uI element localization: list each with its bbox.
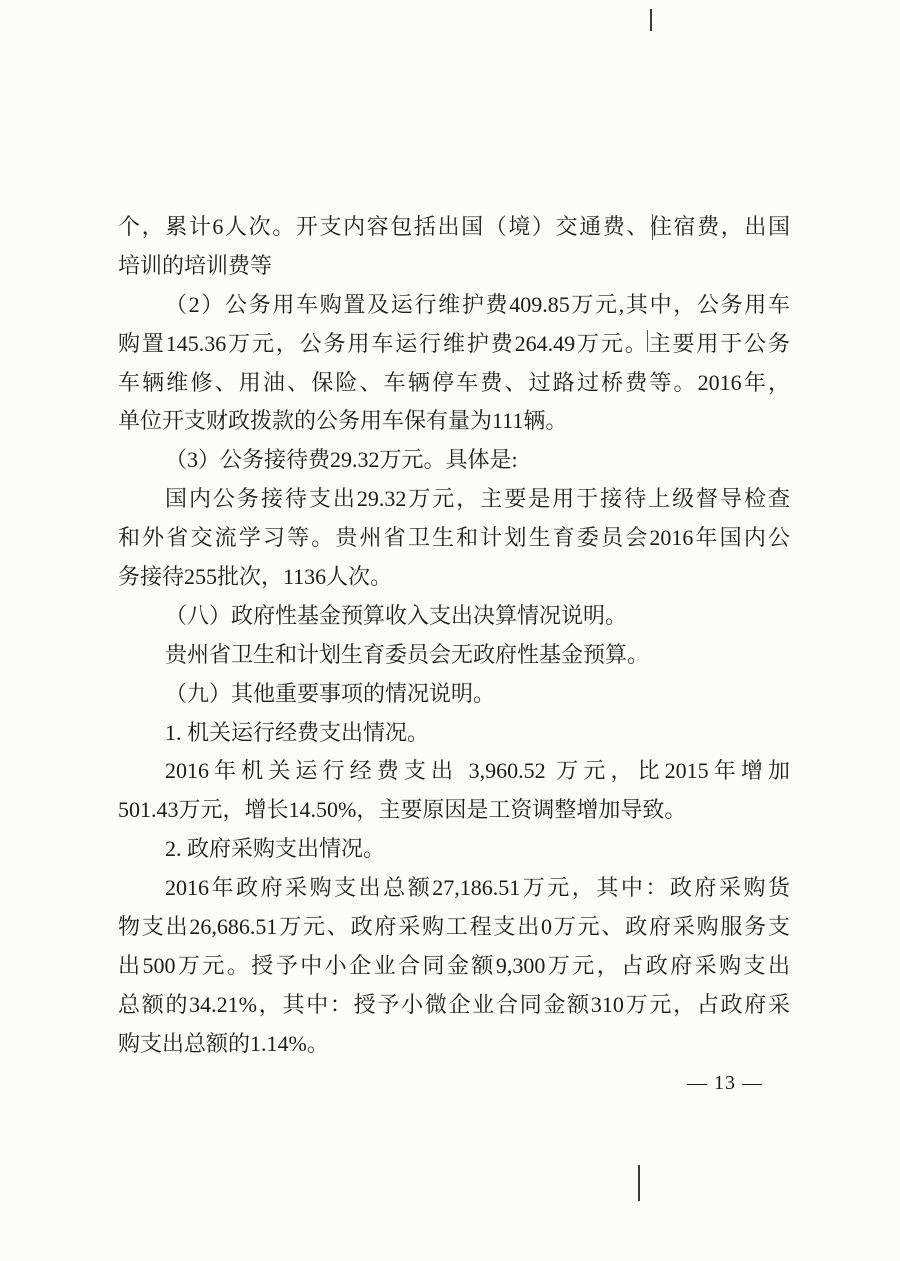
subsection-heading: 1. 机关运行经费支出情况。	[165, 719, 430, 745]
text-line: 车辆维修、用油、保险、车辆停车费、过路过桥费等。2016年，	[118, 369, 790, 395]
text-line: 2016年机关运行经费支出 3,960.52 万元，比2015年增加	[165, 758, 790, 784]
scan-artifact-mark	[638, 1165, 640, 1201]
subsection-heading: 2. 政府采购支出情况。	[165, 836, 386, 862]
text-line: 和外省交流学习等。贵州省卫生和计划生育委员会2016年国内公	[118, 525, 790, 551]
text-line: 单位开支财政拨款的公务用车保有量为111辆。	[118, 408, 568, 434]
text-line: 501.43万元，增长14.50%，主要原因是工资调整增加导致。	[118, 797, 687, 823]
page-number: — 13 —	[687, 1072, 763, 1094]
text-line: 2016年政府采购支出总额27,186.51万元，其中：政府采购货	[165, 875, 790, 901]
text-line: 购支出总额的1.14%。	[118, 1030, 329, 1056]
text-line: 总额的34.21%，其中：授予小微企业合同金额310万元，占政府采	[118, 991, 790, 1017]
text-line: 个，累计6人次。开支内容包括出国（境）交通费、住宿费，出国	[118, 214, 790, 239]
text-line: （2）公务用车购置及运行维护费409.85万元,其中，公务用车	[165, 291, 790, 317]
body-text	[118, 208, 790, 1064]
text-line: 培训的培训费等	[118, 252, 273, 278]
section-heading: （八）政府性基金预算收入支出决算情况说明。	[165, 602, 628, 628]
text-line: 国内公务接待支出29.32万元，主要是用于接待上级督导检查	[165, 486, 790, 512]
text-line: 务接待255批次，1136人次。	[118, 564, 393, 590]
text-line: 贵州省卫生和计划生育委员会无政府性基金预算。	[165, 641, 650, 667]
text-line: 出500万元。授予中小企业合同金额9,300万元，占政府采购支出	[118, 952, 790, 978]
text-line: （3）公务接待费29.32万元。具体是:	[165, 447, 518, 473]
section-heading: （九）其他重要事项的情况说明。	[165, 680, 496, 706]
scan-artifact-mark	[650, 9, 652, 31]
text-line: 购置145.36万元，公务用车运行维护费264.49万元。主要用于公务	[118, 330, 790, 356]
text-line: 物支出26,686.51万元、政府采购工程支出0万元、政府采购服务支	[118, 914, 790, 940]
